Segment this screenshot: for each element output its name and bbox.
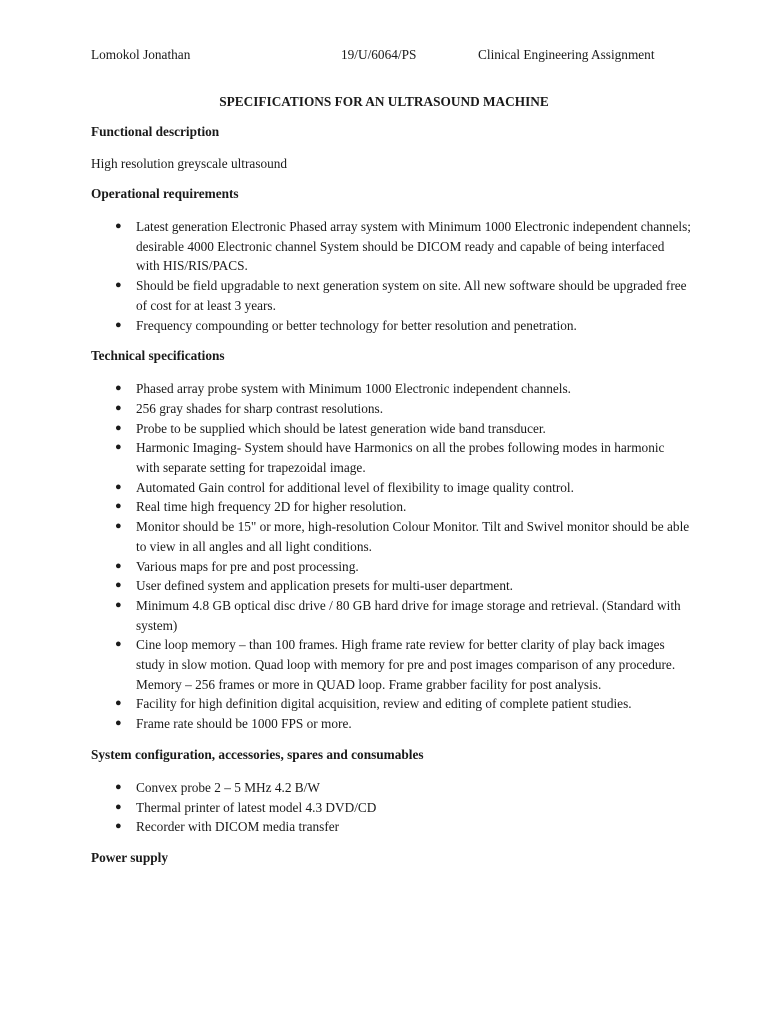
- bullet-icon: ●: [115, 559, 122, 572]
- list-item: ● Phased array probe system with Minimum 1000 Electronic independent channels.: [91, 379, 691, 399]
- bullet-icon: ●: [115, 800, 122, 813]
- section-heading-power: Power supply: [91, 849, 168, 865]
- page-header: [91, 47, 708, 65]
- bullet-icon: ●: [115, 441, 122, 454]
- functional-description-text: High resolution greyscale ultrasound: [91, 156, 288, 171]
- section-heading-operational: Operational requirements: [91, 186, 239, 201]
- bullet-icon: ●: [115, 638, 122, 651]
- list-item: ● Thermal printer of latest model 4.3 DVD/CD: [91, 798, 691, 818]
- list-item: ● Frame rate should be 1000 FPS or more.: [91, 714, 691, 734]
- list-item: ● Minimum 4.8 GB optical disc drive / 80 GB hard drive for image storage and retrieval. (Standard with system): [115, 597, 681, 633]
- section-heading-functional: Functional description: [91, 124, 220, 139]
- bullet-icon: ●: [115, 279, 122, 292]
- list-item: ● Monitor should be 15" or more, high-resolution Colour Monitor. Tilt and Swivel monitor should be able to view in all angles and all light conditions.: [115, 519, 690, 554]
- bullet-icon: ●: [115, 820, 122, 833]
- document-body: [91, 123, 691, 869]
- technical-list: [91, 379, 691, 734]
- list-item: ● Probe to be supplied which should be latest generation wide band transducer.: [91, 419, 691, 439]
- list-item: ● Should be field upgradable to next generation system on site. All new software should be upgraded free of cost for at least 3 years.: [115, 278, 687, 313]
- registration-number: 19/U/6064/PS: [341, 47, 417, 62]
- list-item: ● Real time high frequency 2D for higher resolution.: [91, 497, 691, 517]
- course-title: Clinical Engineering Assignment: [478, 47, 655, 62]
- list-item: ● Harmonic Imaging- System should have Harmonics on all the probes following modes in harmonic with separate setting for trapezoidal image.: [115, 440, 665, 476]
- system-list: [91, 778, 691, 837]
- section-heading-technical: Technical specifications: [91, 348, 225, 364]
- bullet-icon: ●: [115, 220, 122, 232]
- bullet-icon: ●: [115, 780, 122, 793]
- list-item: ● Latest generation Electronic Phased array system with Minimum 1000 Electronic independent channels; desirable 4000 Electronic channel System should be DICOM ready and capable of being interfaced with HIS/RIS/PACS.: [115, 219, 691, 274]
- list-item: ● Various maps for pre and post processing.: [91, 557, 691, 577]
- bullet-icon: ●: [115, 579, 122, 592]
- list-item: ● Cine loop memory – than 100 frames. High frame rate review for better clarity of play back images study in slow motion. Quad loop with memory for pre and post images comparison of any procedure. Memory – 256 frames or more in QUAD loop. Frame grabber facility for post analysis.: [115, 637, 676, 692]
- bullet-icon: ●: [115, 717, 122, 730]
- list-item: ● Recorder with DICOM media transfer: [91, 817, 691, 837]
- bullet-icon: ●: [115, 421, 122, 434]
- list-item: ● Facility for high definition digital acquisition, review and editing of complete patient studies.: [91, 694, 691, 714]
- bullet-icon: ●: [115, 480, 122, 493]
- bullet-icon: ●: [115, 697, 122, 710]
- operational-list: [91, 217, 691, 335]
- list-item: ● User defined system and application presets for multi-user department.: [91, 576, 691, 596]
- bullet-icon: ●: [115, 500, 122, 513]
- document-title: SPECIFICATIONS FOR AN ULTRASOUND MACHINE: [219, 94, 549, 109]
- list-item: ● Frequency compounding or better technology for better resolution and penetration.: [91, 316, 691, 336]
- list-item: ● Automated Gain control for additional level of flexibility to image quality control.: [91, 478, 691, 498]
- bullet-icon: ●: [115, 318, 122, 331]
- bullet-icon: ●: [115, 382, 122, 395]
- list-item: ● 256 gray shades for sharp contrast resolutions.: [91, 399, 691, 419]
- list-item: ● Convex probe 2 – 5 MHz 4.2 B/W: [91, 778, 691, 798]
- author-name: Lomokol Jonathan: [91, 47, 191, 62]
- bullet-icon: ●: [115, 598, 122, 611]
- section-heading-system: System configuration, accessories, spares and consumables: [91, 746, 424, 762]
- bullet-icon: ●: [115, 401, 122, 414]
- bullet-icon: ●: [115, 520, 122, 533]
